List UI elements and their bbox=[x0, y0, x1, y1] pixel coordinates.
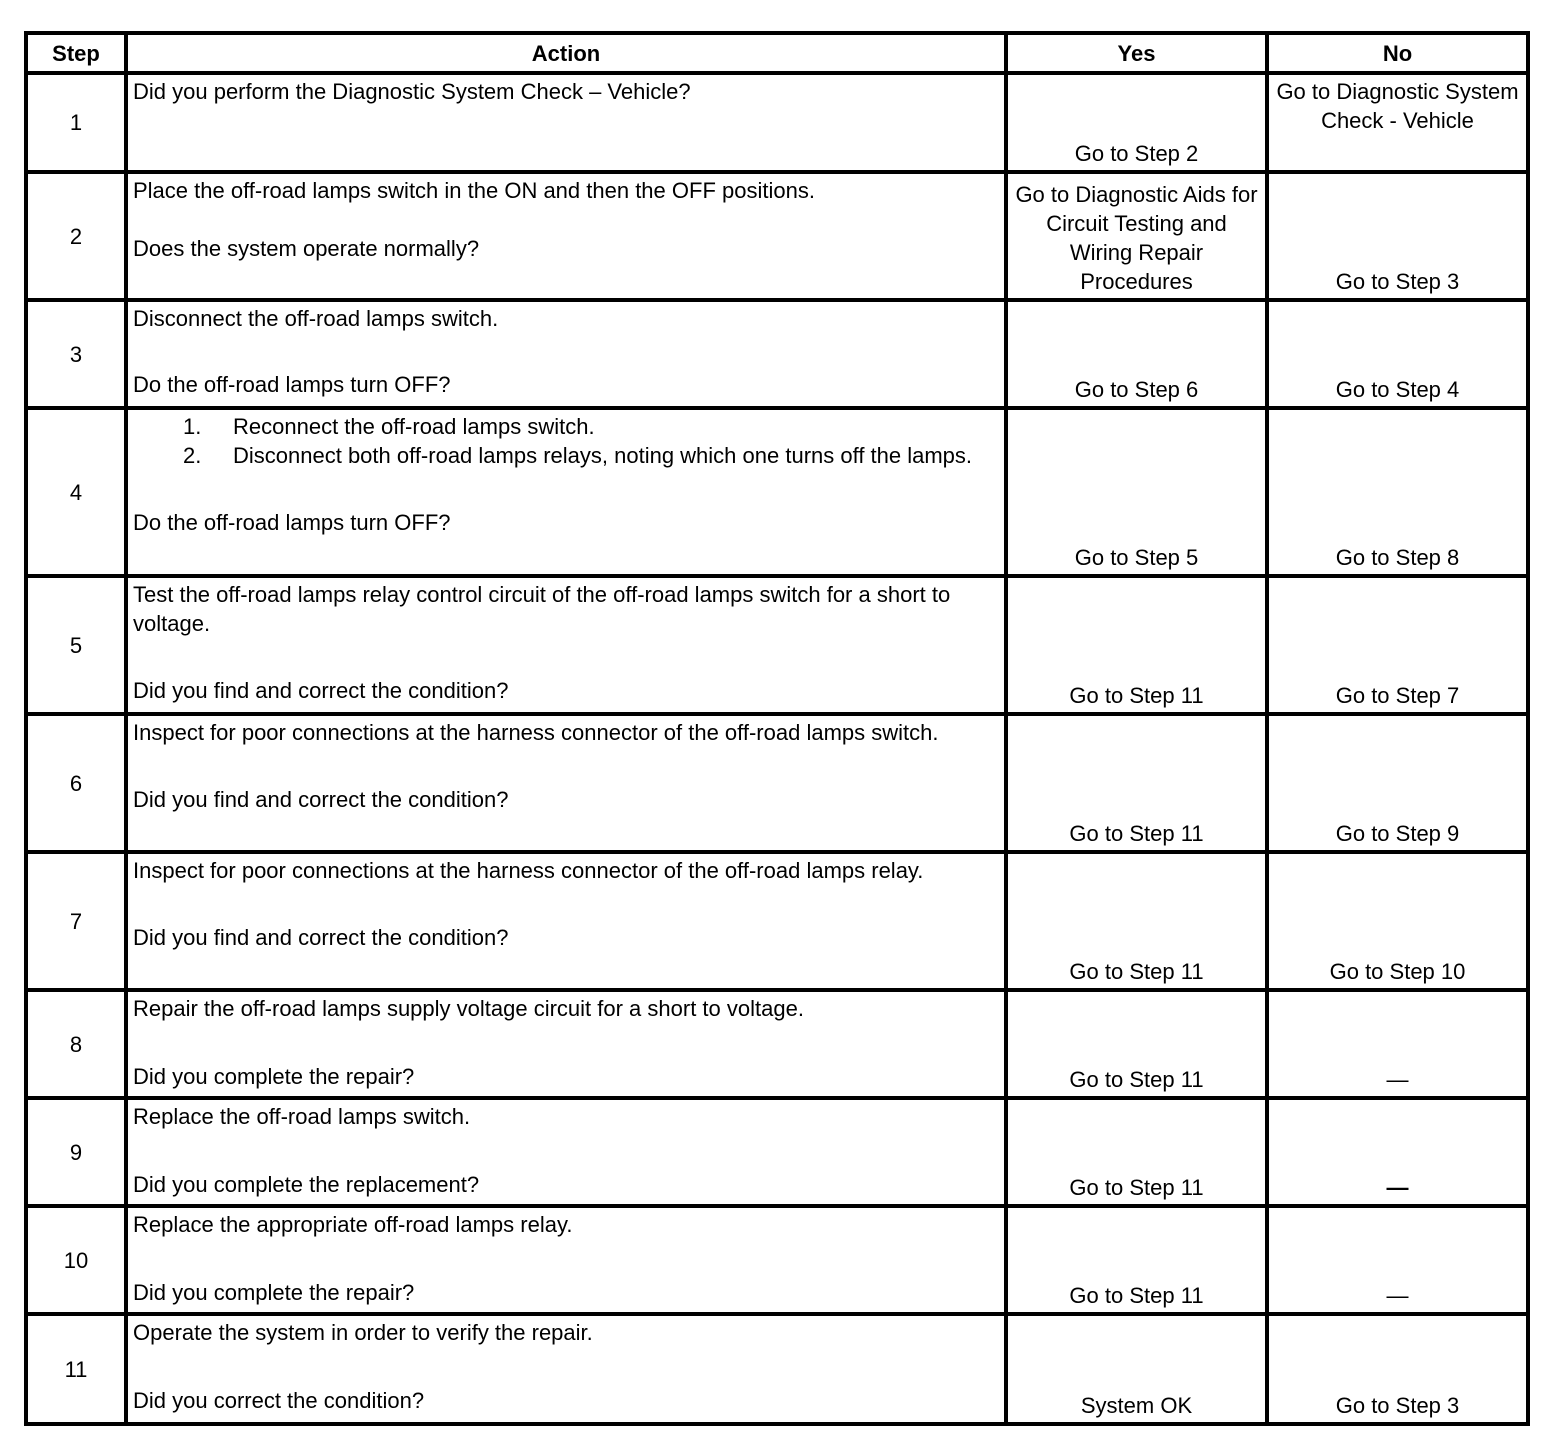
action-cell bbox=[126, 172, 1006, 300]
action-instruction: Place the off-road lamps switch in the ON and then the OFF positions. bbox=[133, 178, 815, 203]
action-cell bbox=[126, 990, 1006, 1098]
no-cell: Go to Step 3 bbox=[1267, 1314, 1528, 1424]
substep-list bbox=[133, 412, 998, 470]
no-cell: Go to Step 9 bbox=[1267, 714, 1528, 852]
substep-number: 1. bbox=[183, 414, 202, 439]
step-number: 9 bbox=[26, 1098, 126, 1206]
substep-text: Reconnect the off-road lamps switch. bbox=[233, 414, 595, 439]
action-question: Did you correct the condition? bbox=[133, 1388, 425, 1413]
no-cell: — bbox=[1267, 1206, 1528, 1314]
table-row bbox=[26, 1098, 1528, 1206]
action-question: Did you find and correct the condition? bbox=[133, 925, 509, 950]
action-instruction: Replace the appropriate off-road lamps relay. bbox=[133, 1212, 573, 1237]
header-row bbox=[26, 33, 1528, 73]
header-yes: Yes bbox=[1006, 33, 1267, 73]
action-question: Did you find and correct the condition? bbox=[133, 787, 509, 812]
table-row bbox=[26, 852, 1528, 990]
step-number: 7 bbox=[26, 852, 126, 990]
yes-cell: Go to Step 11 bbox=[1006, 1206, 1267, 1314]
action-cell bbox=[126, 300, 1006, 408]
table-row bbox=[26, 300, 1528, 408]
no-cell: Go to Diagnostic System Check - Vehicle bbox=[1267, 73, 1528, 172]
no-cell: Go to Step 7 bbox=[1267, 576, 1528, 714]
yes-cell: Go to Step 5 bbox=[1006, 408, 1267, 576]
step-number: 5 bbox=[26, 576, 126, 714]
table-row bbox=[26, 73, 1528, 172]
step-number: 8 bbox=[26, 990, 126, 1098]
action-cell bbox=[126, 1206, 1006, 1314]
substep-number: 2. bbox=[183, 443, 202, 468]
step-number: 2 bbox=[26, 172, 126, 300]
step-number: 10 bbox=[26, 1206, 126, 1314]
yes-cell: Go to Step 11 bbox=[1006, 990, 1267, 1098]
action-question: Did you complete the replacement? bbox=[133, 1172, 480, 1197]
table-row bbox=[26, 1314, 1528, 1424]
action-cell bbox=[126, 852, 1006, 990]
table-row bbox=[26, 990, 1528, 1098]
action-instruction: Repair the off-road lamps supply voltage circuit for a short to voltage. bbox=[133, 996, 804, 1021]
no-cell: Go to Step 8 bbox=[1267, 408, 1528, 576]
action-instruction: Operate the system in order to verify the repair. bbox=[133, 1320, 593, 1345]
action-question: Do the off-road lamps turn OFF? bbox=[133, 372, 451, 397]
step-number: 3 bbox=[26, 300, 126, 408]
action-question: Did you complete the repair? bbox=[133, 1280, 415, 1305]
yes-cell: Go to Step 2 bbox=[1006, 73, 1267, 172]
action-question: Does the system operate normally? bbox=[133, 236, 480, 261]
yes-cell: System OK bbox=[1006, 1314, 1267, 1424]
table-row bbox=[26, 408, 1528, 576]
action-instruction: Test the off-road lamps relay control circuit of the off-road lamps switch for a short to voltage. bbox=[133, 582, 951, 636]
list-item bbox=[183, 412, 998, 441]
list-item bbox=[183, 441, 998, 470]
step-number: 4 bbox=[26, 408, 126, 576]
substep-text: Disconnect both off-road lamps relays, noting which one turns off the lamps. bbox=[233, 443, 973, 468]
header-step: Step bbox=[26, 33, 126, 73]
action-cell bbox=[126, 1098, 1006, 1206]
step-number: 6 bbox=[26, 714, 126, 852]
step-number: 1 bbox=[26, 73, 126, 172]
no-cell: Go to Step 3 bbox=[1267, 172, 1528, 300]
action-cell bbox=[126, 1314, 1006, 1424]
no-cell: — bbox=[1267, 990, 1528, 1098]
table-row bbox=[26, 714, 1528, 852]
action-instruction: Replace the off-road lamps switch. bbox=[133, 1104, 471, 1129]
action-cell bbox=[126, 73, 1006, 172]
table-row bbox=[26, 1206, 1528, 1314]
yes-cell: Go to Step 11 bbox=[1006, 714, 1267, 852]
header-no: No bbox=[1267, 33, 1528, 73]
no-cell: Go to Step 10 bbox=[1267, 852, 1528, 990]
yes-cell: Go to Diagnostic Aids for Circuit Testing and Wiring Repair Procedures bbox=[1006, 172, 1267, 300]
table-row bbox=[26, 576, 1528, 714]
header-action: Action bbox=[126, 33, 1006, 73]
yes-cell: Go to Step 11 bbox=[1006, 576, 1267, 714]
no-cell: Go to Step 4 bbox=[1267, 300, 1528, 408]
action-cell bbox=[126, 714, 1006, 852]
action-question: Did you find and correct the condition? bbox=[133, 678, 509, 703]
table-row bbox=[26, 172, 1528, 300]
action-instruction: Did you perform the Diagnostic System Check – Vehicle? bbox=[133, 79, 691, 104]
action-instruction: Inspect for poor connections at the harness connector of the off-road lamps relay. bbox=[133, 858, 924, 883]
action-instruction: Inspect for poor connections at the harness connector of the off-road lamps switch. bbox=[133, 720, 939, 745]
action-instruction: Disconnect the off-road lamps switch. bbox=[133, 306, 499, 331]
no-cell: — bbox=[1267, 1098, 1528, 1206]
action-question: Did you complete the repair? bbox=[133, 1064, 415, 1089]
action-cell bbox=[126, 408, 1006, 576]
action-cell bbox=[126, 576, 1006, 714]
diagnostic-table bbox=[24, 31, 1530, 1426]
step-number: 11 bbox=[26, 1314, 126, 1424]
yes-cell: Go to Step 6 bbox=[1006, 300, 1267, 408]
action-question: Do the off-road lamps turn OFF? bbox=[133, 510, 451, 535]
yes-cell: Go to Step 11 bbox=[1006, 852, 1267, 990]
yes-cell: Go to Step 11 bbox=[1006, 1098, 1267, 1206]
